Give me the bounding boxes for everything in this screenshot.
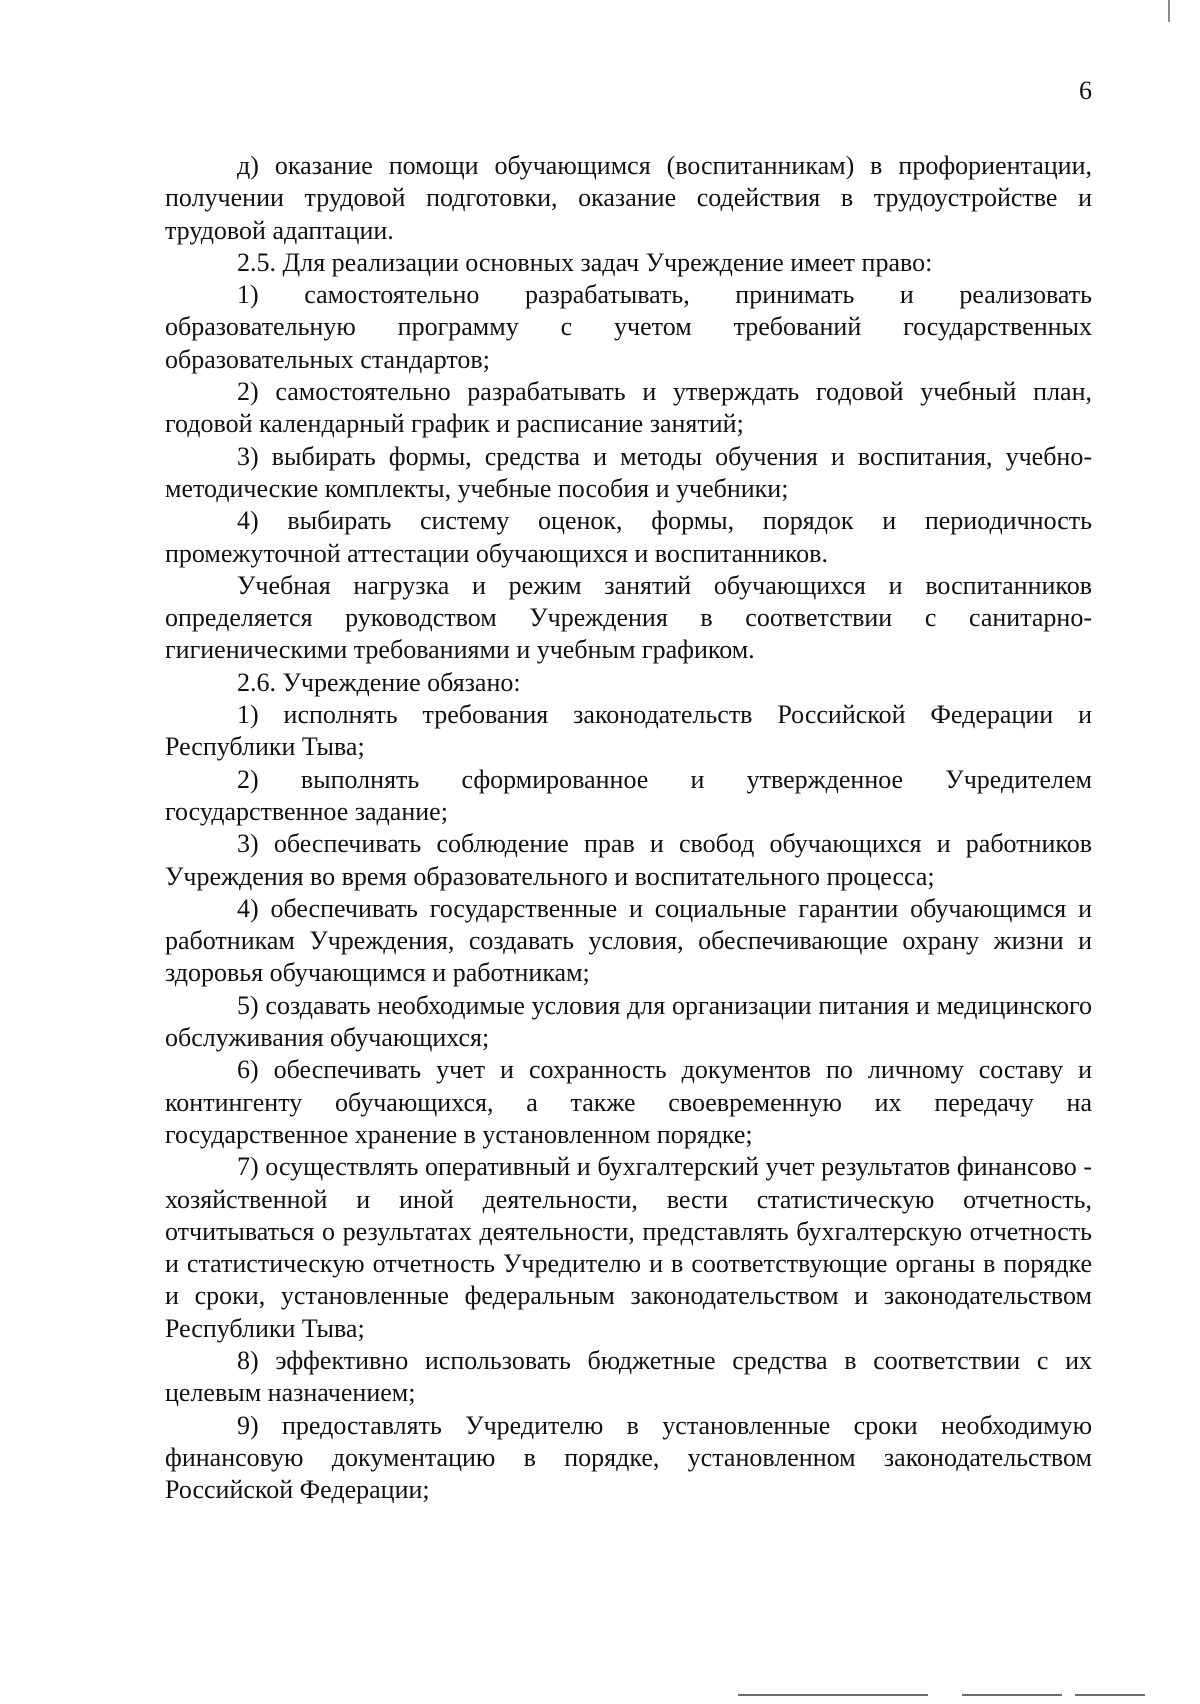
paragraph-study-load: Учебная нагрузка и режим занятий обучающихся и воспитанников определяется руководством Учреждения в соответствии с санитарно-гигиеническими требованиями и учебным графиком. (165, 570, 1092, 665)
paragraph-duty-1: 1) исполнять требования законодательств Российской Федерации и Республики Тыва; (165, 700, 1092, 762)
paragraph-duty-5: 5) создавать необходимые условия для организации питания и медицинского обслуживания обучающихся; (165, 990, 1092, 1053)
paragraph-right-2: 2) самостоятельно разрабатывать и утверждать годовой учебный план, годовой календарный график и расписание занятий; (165, 377, 1092, 439)
paragraph-duty-2: 2) выполнять сформированное и утвержденное Учредителем государственное задание; (165, 764, 1092, 826)
paragraph-d-career-guidance: д) оказание помощи обучающимся (воспитанникам) в профориентации, получении трудовой подготовки, оказание содействия в трудоустройстве и трудовой адаптации. (165, 151, 1092, 245)
scan-edge-mark (1168, 0, 1170, 22)
page-number: 6 (1079, 76, 1092, 105)
paragraph-duty-6: 6) обеспечивать учет и сохранность документов по личному составу и контингенту обучающихся, а также своевременную их передачу на государственное хранение в установленном порядке; (165, 1055, 1092, 1149)
paragraph-duty-9: 9) предоставлять Учредителю в установленные сроки необходимую финансовую документацию в порядке, установленном законодательством Российской Федерации; (165, 1410, 1092, 1505)
paragraph-2-5-heading: 2.5. Для реализации основных задач Учреждение имеет право: (237, 247, 933, 277)
scan-bottom-line (962, 1694, 1062, 1696)
document-body (165, 150, 1092, 1506)
paragraph-duty-3: 3) обеспечивать соблюдение прав и свобод обучающихся и работников Учреждения во время образовательного и воспитательного процесса; (165, 829, 1092, 891)
paragraph-right-4: 4) выбирать систему оценок, формы, порядок и периодичность промежуточной аттестации обучающихся и воспитанников. (165, 506, 1092, 568)
paragraph-duty-8: 8) эффективно использовать бюджетные средства в соответствии с их целевым назначением; (165, 1345, 1092, 1408)
paragraph-duty-4: 4) обеспечивать государственные и социальные гарантии обучающимся и работникам Учреждения, создавать условия, обеспечивающие охрану жизни и здоровья обучающимся и работникам; (165, 893, 1092, 988)
paragraph-2-6-heading: 2.6. Учреждение обязано: (237, 667, 521, 697)
paragraph-right-1: 1) самостоятельно разрабатывать, принимать и реализовать образовательную программу с учетом требований государственных образовательных стандартов; (165, 280, 1092, 374)
paragraph-right-3: 3) выбирать формы, средства и методы обучения и воспитания, учебно-методические комплекты, учебные пособия и учебники; (165, 441, 1092, 503)
scan-bottom-line (1075, 1694, 1145, 1696)
paragraph-duty-7: 7) осуществлять оперативный и бухгалтерский учет результатов финансово - хозяйственной и иной деятельности, вести статистическую отчетность, отчитываться о результатах деятельности, представлять бухгалтерскую отчетность и статистическую отчетность Учредителю и в соответствующие органы в порядке и сроки, установленные федеральным законодательством и законодательством Республики Тыва; (165, 1152, 1092, 1343)
scan-bottom-line (738, 1694, 928, 1696)
